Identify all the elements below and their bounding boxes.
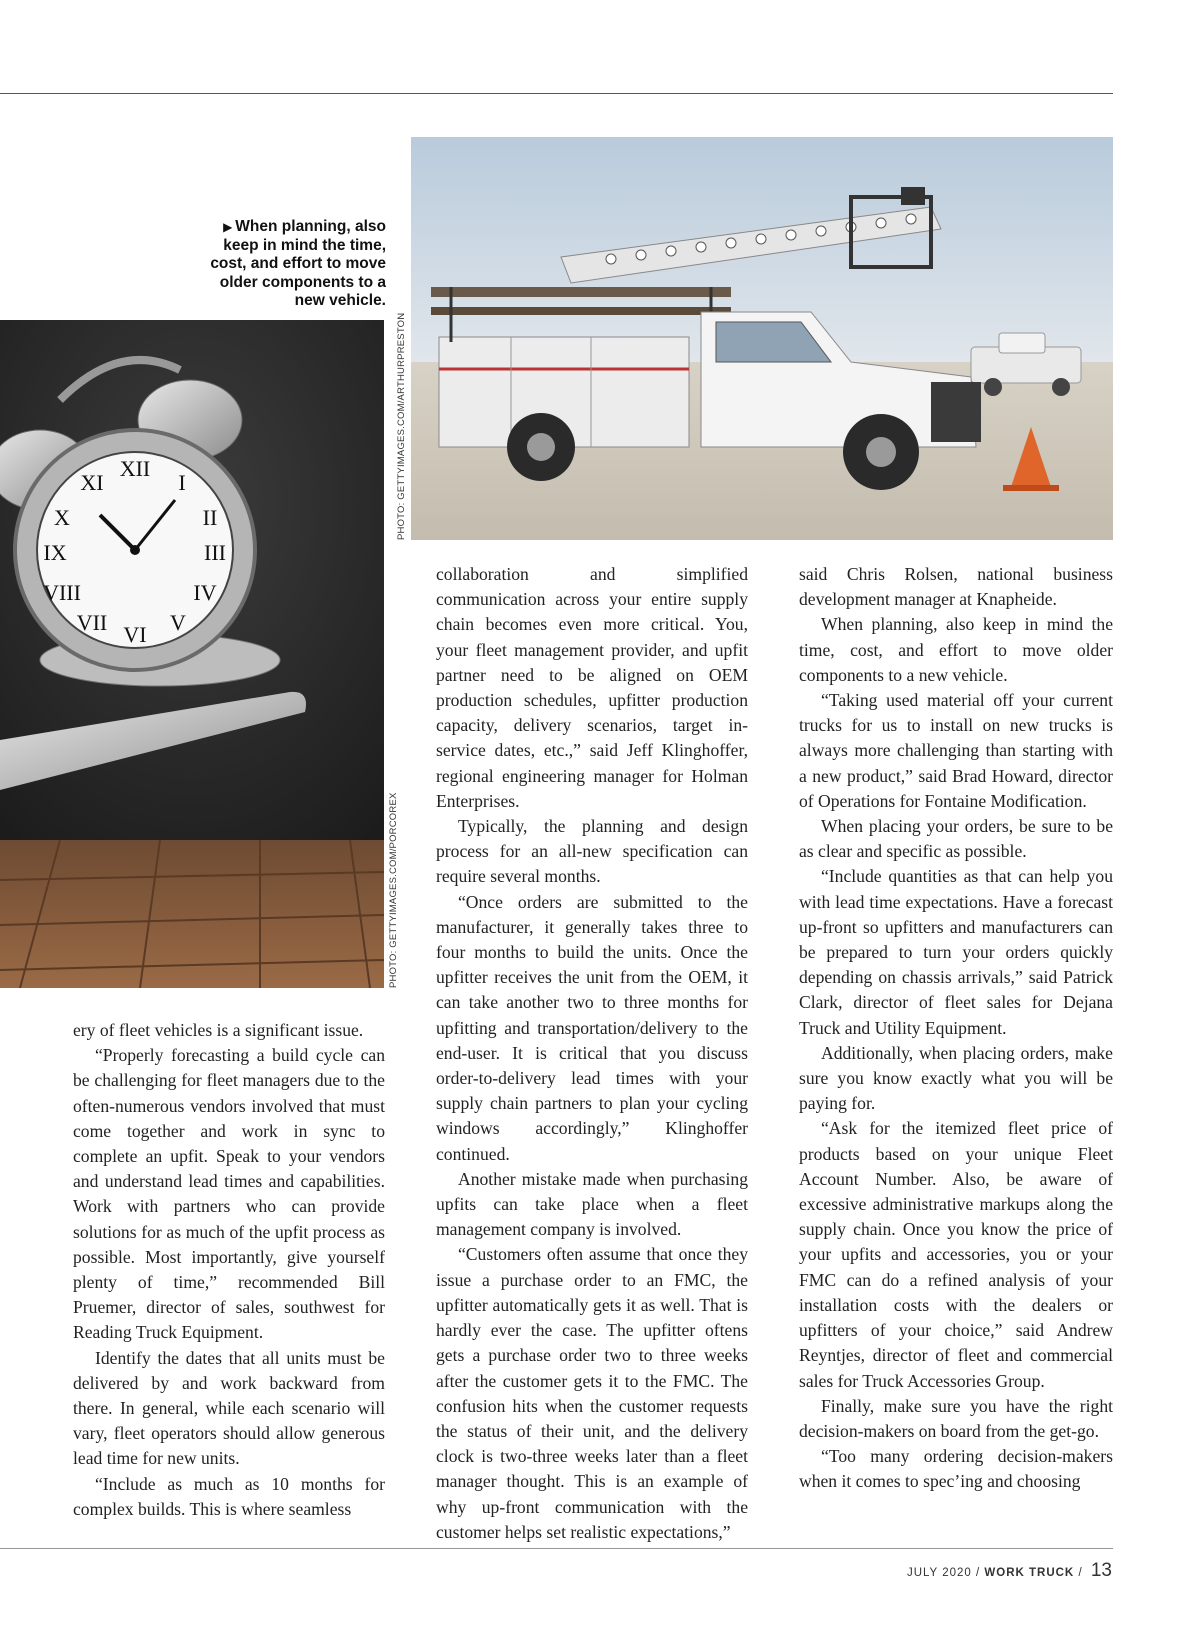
page-footer (907, 1560, 1112, 1582)
body-column-3 (799, 562, 1113, 1495)
truck-photo (411, 137, 1113, 540)
svg-text:VII: VII (76, 610, 108, 635)
paragraph: “Ask for the itemized fleet price of products based on your unique Fleet Account Number. Also, be aware of excessive administrative markups along the supply chain. Once you know the price of your upfits and accessories, you or your FMC can do a refined analysis of your installation costs with the dealers or upfitters of your choice,” said Andrew Reyntjes, director of fleet and commercial sales for Truck Accessories Group. (799, 1118, 1113, 1391)
truck-photo-credit: PHOTO: GETTYIMAGES.COM/ARTHURPRESTON (396, 312, 407, 540)
photo-caption (188, 218, 386, 311)
svg-text:XII: XII (119, 456, 151, 481)
svg-text:III: III (204, 540, 226, 565)
svg-text:VIII: VIII (43, 580, 81, 605)
footer-separator: / (1078, 1567, 1083, 1579)
svg-text:II: II (202, 505, 218, 530)
paragraph: “Once orders are submitted to the manufacturer, it generally takes three to four months to build the units. Once the upfitter receives the unit from the OEM, it can take another two to three months for upfitting and transportation/delivery to the end-user. It is critical that you discuss order-to-delivery lead times with your supply chain partners to plan your cycling windows accordingly,” Klinghoffer continued. (436, 891, 748, 1164)
paragraph: “Include as much as 10 months for complex builds. This is where seamless (73, 1473, 385, 1519)
paragraph: Another mistake made when purchasing upfits can take place when a fleet management company is involved. (436, 1168, 748, 1240)
top-rule (0, 93, 1113, 94)
body-column-2 (436, 562, 748, 1545)
paragraph: “Include quantities as that can help you with lead time expectations. Have a forecast up-front so upfitters and manufacturers can be prepared to turn your orders quickly depending on chassis arrivals,” said Patrick Clark, director of fleet sales for Dejana Truck and Utility Equipment. (799, 866, 1113, 1038)
body-column-1 (73, 1018, 385, 1522)
footer-separator: / (975, 1567, 981, 1579)
paragraph: Typically, the planning and design process for an all-new specification can require several months. (436, 816, 748, 887)
svg-text:XI: XI (80, 470, 104, 495)
caption-arrow-icon: ▶ (223, 220, 233, 234)
svg-text:IX: IX (43, 540, 67, 565)
caption-text: When planning, also keep in mind the time, cost, and effort to move older components to a new vehicle. (210, 218, 386, 309)
issue-date: JULY 2020 (906, 1567, 972, 1579)
paragraph: said Chris Rolsen, national business development manager at Knapheide. (799, 564, 1113, 610)
paragraph: “Customers often assume that once they issue a purchase order to an FMC, the upfitter automatically gets it as well. That is hardly ever the case. The upfitter oftens gets a purchase order two to three weeks after the customer gets it to the FMC. The confusion hits when the customer requests the status of their unit, and the delivery clock is two-three weeks later than a fleet manager thought. This is an example of why up-front communication with the customer helps set realistic expectations,” (436, 1244, 748, 1542)
paragraph: Additionally, when placing orders, make sure you know exactly what you will be paying for. (799, 1042, 1113, 1114)
magazine-name: WORK TRUCK (984, 1567, 1075, 1579)
svg-text:X: X (54, 505, 70, 530)
paragraph: “Properly forecasting a build cycle can be challenging for fleet managers due to the often-numerous vendors involved that must come together and work in sync to complete an upfit. Speak to your vendors and understand lead times and capabilities. Work with partners who can provide solutions for as much of the upfit process as possible. Most importantly, give yourself plenty of time,” recommended Bill Pruemer, director of sales, southwest for Reading Truck Equipment. (73, 1045, 385, 1343)
paragraph: “Too many ordering decision-makers when it comes to spec’ing and choosing (799, 1446, 1113, 1492)
svg-text:IV: IV (193, 580, 217, 605)
bottom-rule (0, 1548, 1113, 1549)
svg-text:VI: VI (123, 622, 147, 647)
paragraph: “Taking used material off your current trucks for us to install on new trucks is always more challenging than starting with a new product,” said Brad Howard, director of Operations for Fontaine Modification. (799, 690, 1113, 811)
paragraph: ery of fleet vehicles is a significant issue. (73, 1020, 364, 1040)
paragraph: Finally, make sure you have the right decision-makers on board from the get-go. (799, 1395, 1113, 1441)
svg-text:V: V (170, 610, 186, 635)
page-number: 13 (1090, 1560, 1112, 1581)
paragraph: collaboration and simplified communication across your entire supply chain becomes even more critical. You, your fleet management provider, and upfit partner need to be aligned on OEM production schedules, upfitter production capacity, delivery scenarios, target in-service dates, etc.,” said Jeff Klinghoffer, regional engineering manager for Holman Enterprises. (436, 564, 748, 811)
clock-photo-credit: PHOTO: GETTYIMAGES.COM/PORCOREX (388, 792, 399, 988)
svg-text:I: I (178, 470, 186, 495)
clock-photo (0, 320, 384, 988)
paragraph: When placing your orders, be sure to be as clear and specific as possible. (799, 816, 1113, 862)
paragraph: When planning, also keep in mind the time, cost, and effort to move older components to a new vehicle. (799, 614, 1113, 685)
paragraph: Identify the dates that all units must be delivered by and work backward from there. In general, while each scenario will vary, fleet operators should allow generous lead time for new units. (73, 1347, 385, 1469)
